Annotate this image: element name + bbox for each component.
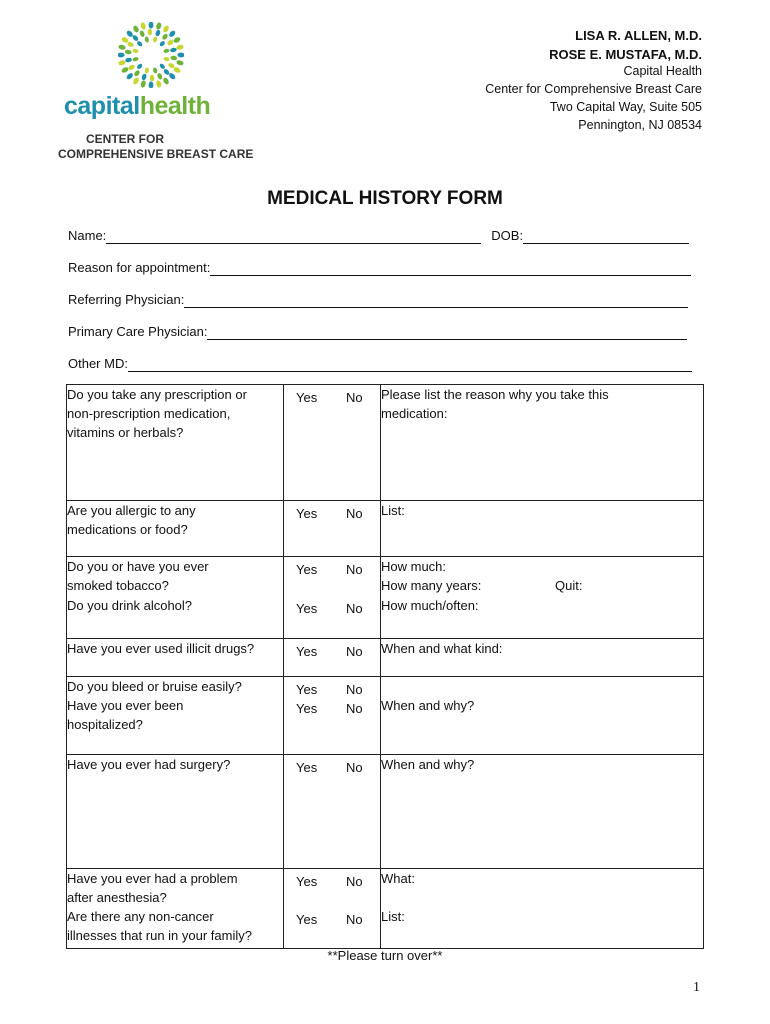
sun-dot: [118, 44, 126, 50]
sun-dot: [150, 75, 155, 82]
question-text: Do you or have you ever: [67, 559, 209, 574]
no-option[interactable]: No: [346, 701, 363, 716]
yes-option[interactable]: Yes: [296, 682, 318, 697]
question-text: Do you drink alcohol?: [67, 598, 193, 613]
sun-dot: [159, 40, 166, 47]
no-option[interactable]: No: [346, 760, 363, 775]
question-text: Do you take any prescription or: [67, 387, 247, 402]
sun-dot: [140, 80, 146, 88]
address-line: Two Capital Way, Suite 505: [549, 100, 702, 114]
question-text: vitamins or herbals?: [67, 425, 184, 440]
no-option[interactable]: No: [346, 682, 363, 697]
address-line: Pennington, NJ 08534: [578, 118, 702, 132]
sun-dot: [121, 66, 130, 74]
sun-dot: [132, 56, 139, 61]
dob-label: DOB:: [491, 228, 524, 243]
sun-dot: [166, 39, 174, 46]
details-cell[interactable]: [381, 639, 704, 677]
sun-dot: [176, 60, 184, 66]
sun-dot: [155, 29, 161, 37]
no-option[interactable]: No: [346, 506, 363, 521]
details-text: List:: [381, 909, 405, 924]
yes-no-options: [284, 642, 380, 661]
details-text: [381, 926, 703, 945]
question-row: [67, 501, 704, 557]
turn-over-note: **Please turn over**: [327, 948, 443, 963]
sun-dot: [149, 22, 154, 29]
yes-no-cell: [284, 501, 381, 557]
yes-no-options: [284, 680, 380, 699]
yes-option[interactable]: Yes: [296, 701, 318, 716]
question-text: Do you bleed or bruise easily?: [67, 679, 242, 694]
sun-dot: [132, 48, 139, 53]
question-text: Have you ever been: [67, 698, 184, 713]
yes-option[interactable]: Yes: [296, 562, 318, 577]
logo-subtitle-line2: COMPREHENSIVE BREAST CARE: [58, 147, 254, 161]
address-line: Center for Comprehensive Breast Care: [485, 82, 702, 96]
sun-dot: [157, 72, 164, 80]
yes-option[interactable]: Yes: [296, 912, 318, 927]
doctor-names: [549, 26, 702, 64]
sun-dot: [170, 47, 177, 53]
details-text: [381, 888, 703, 907]
sun-dot: [133, 69, 141, 77]
pcp-field[interactable]: [207, 324, 687, 340]
sun-dot: [136, 63, 143, 70]
sun-dot: [140, 22, 146, 30]
yes-no-options: [284, 758, 380, 777]
details-text: [381, 520, 703, 539]
yes-no-spacer: [284, 718, 380, 737]
other-md-row: [68, 354, 692, 372]
yes-no-spacer: [284, 579, 380, 598]
sun-dot: [162, 25, 170, 34]
details-text: Please list the reason why you take this: [381, 387, 609, 402]
yes-no-cell: [284, 639, 381, 677]
sun-dot: [141, 73, 147, 81]
question-text: Have you ever had surgery?: [67, 757, 231, 772]
sun-dot: [162, 77, 170, 86]
yes-option[interactable]: Yes: [296, 601, 318, 616]
sun-dot: [126, 72, 134, 80]
sun-dot: [159, 63, 166, 70]
yes-no-options: [284, 560, 380, 579]
details-cell[interactable]: [381, 557, 704, 639]
question-row: [67, 677, 704, 755]
sun-dot: [176, 44, 184, 50]
question-text: Have you ever had a problem: [67, 871, 238, 886]
question-cell: [67, 869, 284, 949]
question-text: Are there any non-cancer: [67, 909, 214, 924]
sun-dot: [152, 36, 157, 43]
yes-no-options: [284, 504, 380, 523]
sun-dot: [163, 48, 170, 53]
question-text: Are you allergic to any: [67, 503, 196, 518]
yes-no-cell: [284, 557, 381, 639]
yes-option[interactable]: Yes: [296, 874, 318, 889]
sun-dot: [132, 25, 140, 34]
sun-dot: [149, 81, 154, 88]
reason-label: Reason for appointment:: [68, 260, 211, 275]
question-text: non-prescription medication,: [67, 406, 231, 421]
referring-field[interactable]: [184, 292, 688, 308]
sun-dot: [161, 33, 169, 41]
brand-part1: capital: [64, 92, 140, 120]
other-md-field[interactable]: [128, 356, 692, 372]
details-text: medication:: [381, 406, 448, 421]
details-text: When and why?: [381, 698, 475, 713]
sun-dot: [163, 56, 170, 61]
yes-option[interactable]: Yes: [296, 760, 318, 775]
details-text: When and what kind:: [381, 641, 503, 656]
sun-dot: [156, 80, 162, 88]
sun-dot: [128, 64, 136, 71]
details-text: What:: [381, 871, 415, 886]
sun-dot: [170, 55, 177, 60]
sun-dot: [118, 53, 125, 58]
question-row: [67, 639, 704, 677]
question-cell: [67, 755, 284, 869]
question-cell: [67, 639, 284, 677]
details-text: How much:: [381, 559, 447, 574]
page-number: 1: [693, 980, 700, 995]
sun-dot: [168, 30, 176, 38]
details-cell[interactable]: [381, 677, 704, 755]
details-cell[interactable]: [381, 385, 704, 501]
question-text: illnesses that run in your family?: [67, 928, 252, 943]
no-option[interactable]: No: [346, 644, 363, 659]
brand-wordmark: [64, 92, 210, 121]
other-md-label: Other MD:: [68, 356, 128, 371]
yes-option[interactable]: Yes: [296, 506, 318, 521]
yes-no-options: [284, 599, 380, 618]
quit-label: Quit:: [555, 578, 583, 593]
doctor-name: ROSE E. MUSTAFA, M.D.: [549, 47, 702, 62]
no-option[interactable]: No: [346, 562, 363, 577]
details-cell[interactable]: [381, 755, 704, 869]
sun-dot: [139, 30, 146, 38]
referring-label: Referring Physician:: [68, 292, 185, 307]
yes-no-spacer: [284, 523, 380, 542]
dob-field[interactable]: [523, 228, 689, 244]
sun-dot: [173, 36, 182, 44]
question-row: [67, 385, 704, 501]
doctor-name: LISA R. ALLEN, M.D.: [575, 28, 702, 43]
yes-no-cell: [284, 755, 381, 869]
question-cell: [67, 677, 284, 755]
question-text: after anesthesia?: [67, 890, 167, 905]
details-cell[interactable]: [381, 501, 704, 557]
yes-no-cell: [284, 677, 381, 755]
yes-no-spacer: [284, 407, 380, 426]
address-line: Capital Health: [623, 64, 702, 78]
logo-subtitle-line1: CENTER FOR: [86, 132, 164, 146]
no-option[interactable]: No: [346, 874, 363, 889]
details-text: How many years: Quit:: [381, 578, 583, 593]
sunburst-logo-icon: [118, 22, 184, 88]
question-text: hospitalized?: [67, 717, 143, 732]
medical-history-table: [66, 384, 704, 949]
name-field[interactable]: [106, 228, 481, 244]
sun-dot: [144, 36, 149, 43]
question-text: medications or food?: [67, 522, 188, 537]
yes-no-spacer: [284, 929, 380, 948]
yes-no-cell: [284, 385, 381, 501]
reason-field[interactable]: [210, 260, 691, 276]
question-cell: [67, 501, 284, 557]
sun-dot: [148, 29, 153, 36]
sun-dot: [125, 49, 132, 54]
no-option[interactable]: No: [346, 912, 363, 927]
sun-dot: [118, 60, 126, 66]
sun-dot: [156, 22, 162, 30]
question-text: smoked tobacco?: [67, 578, 169, 593]
name-label: Name:: [68, 228, 107, 243]
question-cell: [67, 385, 284, 501]
reason-row: [68, 258, 691, 276]
practice-address: [485, 62, 702, 134]
name-dob-row: [68, 226, 689, 244]
brand-part2: health: [139, 92, 211, 120]
yes-no-options: [284, 872, 380, 891]
form-title: MEDICAL HISTORY FORM: [267, 188, 503, 209]
details-text: When and why?: [381, 757, 475, 772]
yes-option[interactable]: Yes: [296, 644, 318, 659]
sun-dot: [152, 67, 157, 74]
question-row: [67, 755, 704, 869]
no-option[interactable]: No: [346, 601, 363, 616]
sun-dot: [132, 77, 140, 86]
yes-no-options: [284, 699, 380, 718]
question-text: Have you ever used illicit drugs?: [67, 641, 255, 656]
yes-no-spacer: [284, 891, 380, 910]
pcp-row: [68, 322, 687, 340]
yes-no-options: [284, 910, 380, 929]
question-row: [67, 869, 704, 949]
sun-dot: [136, 40, 143, 47]
details-text: [381, 677, 703, 696]
yes-no-spacer: [284, 426, 380, 445]
referring-row: [68, 290, 688, 308]
yes-option[interactable]: Yes: [296, 390, 318, 405]
yes-no-options: [284, 388, 380, 407]
pcp-label: Primary Care Physician:: [68, 324, 208, 339]
no-option[interactable]: No: [346, 390, 363, 405]
details-text: [381, 423, 703, 442]
details-text: List:: [381, 503, 405, 518]
question-cell: [67, 557, 284, 639]
details-text: How much/often:: [381, 598, 479, 613]
sun-dot: [125, 57, 132, 63]
details-cell[interactable]: [381, 869, 704, 949]
sun-dot: [144, 67, 149, 74]
yes-no-cell: [284, 869, 381, 949]
question-row: [67, 557, 704, 639]
details-text: [381, 715, 703, 734]
sun-dot: [177, 53, 184, 58]
